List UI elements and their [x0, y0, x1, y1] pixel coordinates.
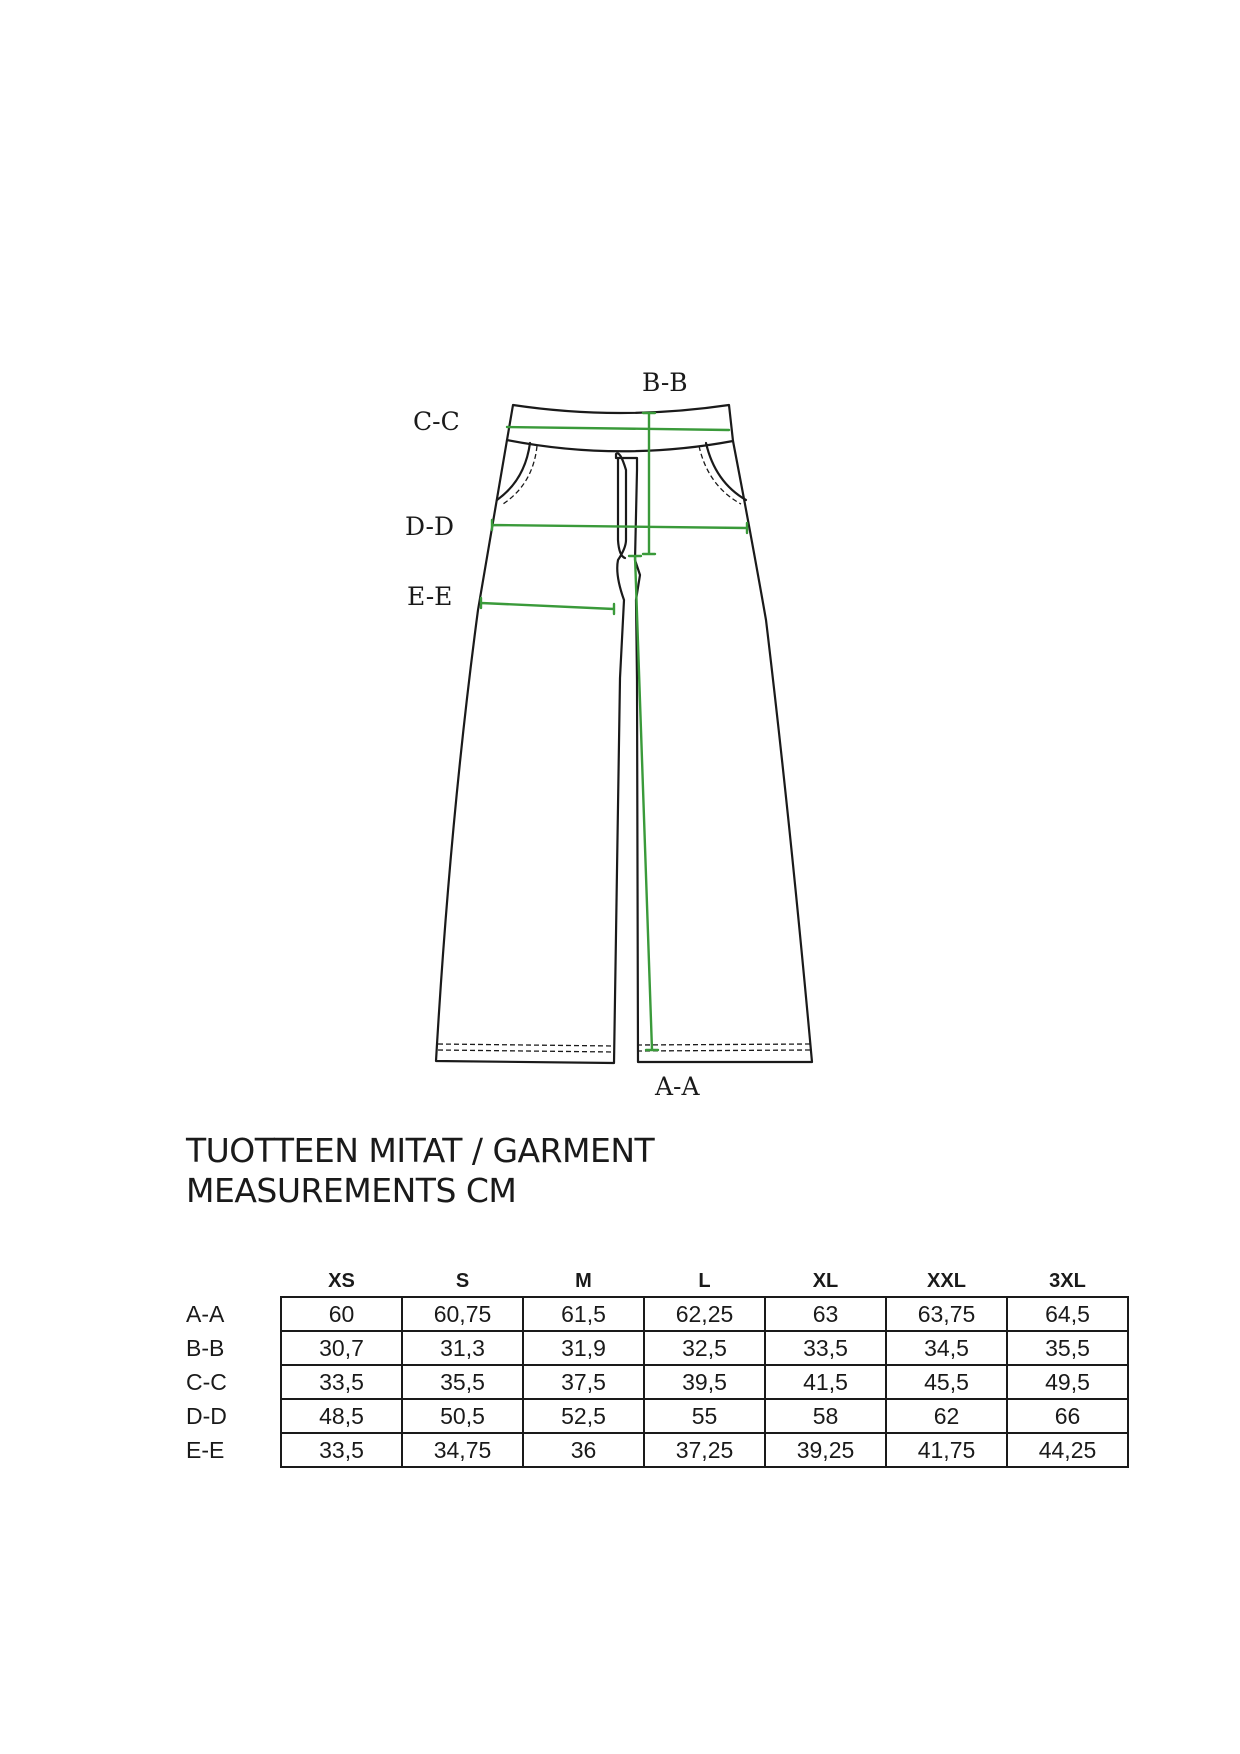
- fly-line: [618, 458, 625, 558]
- table-row: [170, 1331, 1128, 1365]
- table-cell: 31,3: [402, 1331, 523, 1365]
- table-cell: 63,75: [886, 1297, 1007, 1331]
- table-cell: 33,5: [281, 1365, 402, 1399]
- measure-ee: [481, 598, 614, 614]
- size-header: XXL: [927, 1269, 966, 1292]
- table-cell: 35,5: [402, 1365, 523, 1399]
- table-cell: 61,5: [523, 1297, 644, 1331]
- page-title: [186, 1131, 654, 1211]
- table-cell: 41,75: [886, 1433, 1007, 1467]
- measure-dd: [492, 520, 747, 533]
- table-cell: 60: [281, 1297, 402, 1331]
- table-cell: 35,5: [1007, 1331, 1128, 1365]
- table-cell: 63: [765, 1297, 886, 1331]
- measure-cc: [507, 427, 729, 430]
- table-cell: 52,5: [523, 1399, 644, 1433]
- right-pocket: [706, 443, 746, 500]
- table-cell: 44,25: [1007, 1433, 1128, 1467]
- table-cell: 31,9: [523, 1331, 644, 1365]
- table-cell: 33,5: [281, 1433, 402, 1467]
- row-label: B-B: [186, 1334, 225, 1361]
- table-cell: 49,5: [1007, 1365, 1128, 1399]
- table-row: [170, 1433, 1128, 1467]
- title-line-2: MEASUREMENTS CM: [186, 1171, 517, 1210]
- measurements-table: [170, 1266, 1129, 1468]
- right-hem-stitch-1: [637, 1044, 810, 1045]
- table-cell: 64,5: [1007, 1297, 1128, 1331]
- table-row: [170, 1399, 1128, 1433]
- table-cell: 39,5: [644, 1365, 765, 1399]
- label-aa: A-A: [655, 1072, 700, 1101]
- table-cell: 60,75: [402, 1297, 523, 1331]
- size-header: S: [455, 1269, 470, 1292]
- header-corner: [170, 1266, 281, 1297]
- table-cell: 34,75: [402, 1433, 523, 1467]
- table-cell: 37,25: [644, 1433, 765, 1467]
- row-label: D-D: [186, 1402, 227, 1429]
- left-hem-stitch-1: [438, 1044, 614, 1046]
- table-cell: 55: [644, 1399, 765, 1433]
- row-label: E-E: [186, 1436, 225, 1463]
- table-cell: 66: [1007, 1399, 1128, 1433]
- row-label: A-A: [186, 1300, 225, 1327]
- pants-outline: [436, 440, 812, 1063]
- left-hem-stitch-2: [438, 1050, 614, 1052]
- label-dd: D-D: [405, 512, 454, 541]
- size-header: L: [698, 1269, 711, 1292]
- row-label: C-C: [186, 1368, 227, 1395]
- table-cell: 62: [886, 1399, 1007, 1433]
- table-cell: 30,7: [281, 1331, 402, 1365]
- size-header: M: [575, 1269, 592, 1292]
- table-cell: 32,5: [644, 1331, 765, 1365]
- label-ee: E-E: [407, 582, 453, 611]
- size-header-row: [170, 1266, 1128, 1297]
- table-cell: 45,5: [886, 1365, 1007, 1399]
- table-cell: 58: [765, 1399, 886, 1433]
- table-cell: 41,5: [765, 1365, 886, 1399]
- table-cell: 50,5: [402, 1399, 523, 1433]
- table-cell: 34,5: [886, 1331, 1007, 1365]
- size-header: XL: [812, 1269, 839, 1292]
- table-cell: 36: [523, 1433, 644, 1467]
- size-header: XS: [328, 1269, 355, 1292]
- table-cell: 37,5: [523, 1365, 644, 1399]
- label-cc: C-C: [413, 407, 460, 436]
- label-bb: B-B: [642, 368, 688, 397]
- title-line-1: TUOTTEEN MITAT / GARMENT: [186, 1131, 655, 1170]
- table-cell: 39,25: [765, 1433, 886, 1467]
- table-cell: 33,5: [765, 1331, 886, 1365]
- measure-aa: [629, 556, 658, 1050]
- size-header: 3XL: [1049, 1269, 1086, 1292]
- table-row: [170, 1365, 1128, 1399]
- table-cell: 62,25: [644, 1297, 765, 1331]
- measure-bb: [643, 413, 655, 554]
- right-hem-stitch-2: [637, 1050, 810, 1051]
- table-cell: 48,5: [281, 1399, 402, 1433]
- table-row: [170, 1297, 1128, 1331]
